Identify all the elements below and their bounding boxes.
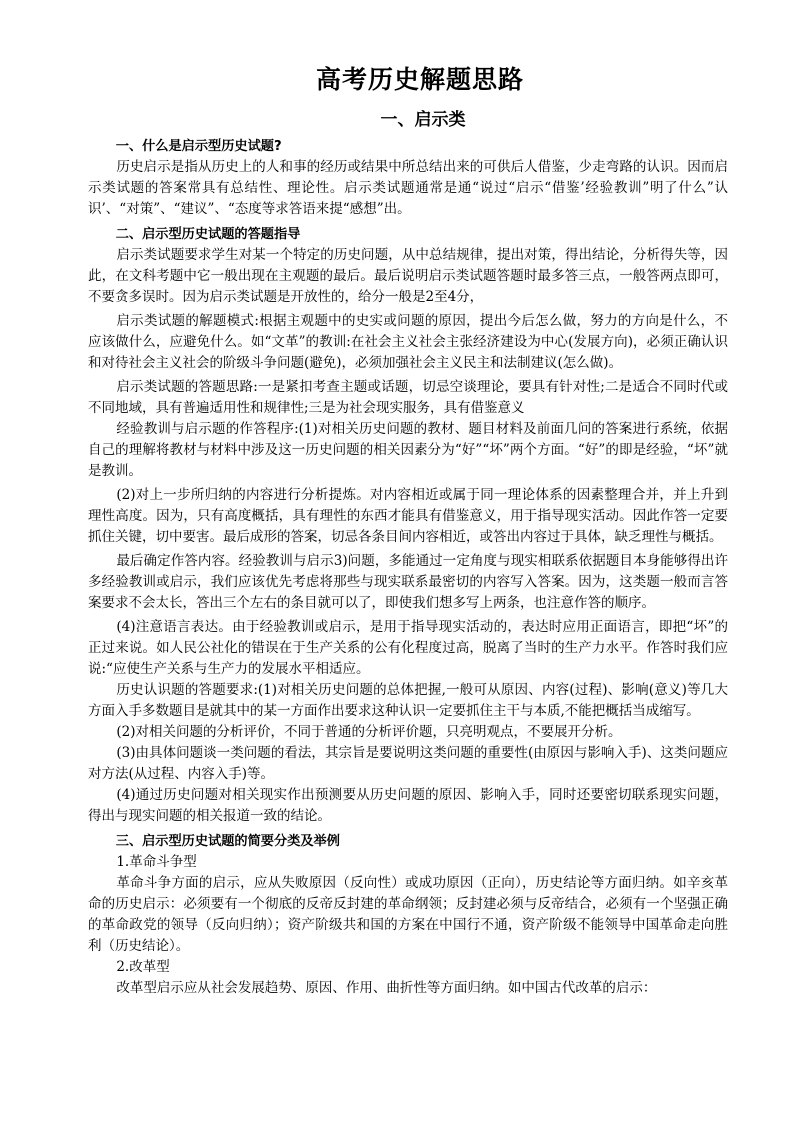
paragraph-pattern: 启示类试题的解题模式:根据主观题中的史实或问题的原因，提出今后怎么做，努力的方向是什么，不应该做什么，应避免什么。如“文革”的教训:在社会主义社会主张经济建设为中心(发展方向)，必须正确认识和对待社会主义社会的阶级斗争问题(避免)，必须加强社会主义民主和法制建议(怎么做)。 <box>88 313 728 371</box>
paragraph-step-3: 最后确定作答内容。经验教训与启示3)问题，多能通过一定角度与现实相联系依据题目本身能够得出许多经验教训或启示，我们应该优先考虑将那些与现实联系最密切的内容写入答案。因为，这类题一般而言答案要求不会太长，答出三个左右的条目就可以了，即使我们想多写上两条，也注意作答的顺序。 <box>88 553 728 611</box>
paragraph-step-2: (2)对上一步所归纳的内容进行分析提炼。对内容相近或属于同一理论体系的因素整理合并，并上升到理性高度。因为，只有高度概括，具有理性的东西才能具有借鉴意义，用于指导现实活动。因此作答一定要抓住关键，切中要害。最后成形的答案，切忌各条目间内容相近，或答出内容过于具体，缺乏理性与概括。 <box>88 487 728 545</box>
paragraph-cognition-2: (2)对相关问题的分析评价，不同于普通的分析评价题，只亮明观点，不要展开分析。 <box>116 724 622 740</box>
document-title: 高考历史解题思路 <box>315 65 524 94</box>
type-2-heading: 2.改革型 <box>116 959 170 975</box>
sub-heading-guidance: 二、启示型历史试题的答题指导 <box>115 227 301 242</box>
sub-heading-classification: 三、启示型历史试题的简要分类及举例 <box>115 834 340 849</box>
paragraph-requirement: 启示类试题要求学生对某一个特定的历史问题，从中总结规律，提出对策，得出结论，分析得失等，因此，在文科考题中它一般出现在主观题的最后。最后说明启示类试题答题时最多答三点，一般答两点即可，不要贪多误时。因为启示类试题是开放性的，给分一般是2至4分， <box>88 247 728 305</box>
paragraph-cognition-4: (4)通过历史问题对相关现实作出预测要从历史问题的原因、影响入手，同时还要密切联系现实问题，得出与现实问题的相关报道一致的结论。 <box>88 787 728 824</box>
paragraph-definition: 历史启示是指从历史上的人和事的经历或结果中所总结出来的可供后人借鉴，少走弯路的认识。因而启示类试题的答案常具有总结性、理论性。启示类试题通常是通“说过“启示“借鉴’经验教训”明了什么”认识’、“对策”、“建议”、“态度等求答语来提“感想”出。 <box>88 159 728 217</box>
type-1-heading: 1.革命斗争型 <box>116 854 197 870</box>
section-heading: 一、启示类 <box>380 110 466 130</box>
paragraph-cognition-3: (3)由具体问题谈一类问题的看法，其宗旨是要说明这类问题的重要性(由原因与影响入手)、这类问题应对方法(从过程、内容入手)等。 <box>88 745 728 782</box>
paragraph-approach: 启示类试题的答题思路:一是紧扣考查主题或话题，切忌空谈理论，要具有针对性;二是适合不同时代或不同地域，具有普遍适用性和规律性;三是为社会现实服务，具有借鉴意义 <box>88 379 728 416</box>
paragraph-type-1: 革命斗争方面的启示，应从失败原因（反向性）或成功原因（正向），历史结论等方面归纳。如辛亥革命的历史启示：必须要有一个彻底的反帝反封建的革命纲领；反封建必须与反帝结合，必须有一个坚强正确的革命政党的领导（反向归纳）；资产阶级共和国的方案在中国行不通，资产阶级不能领导中国革命走向胜利（历史结论）。 <box>88 875 728 954</box>
paragraph-type-2: 改革型启示应从社会发展趋势、原因、作用、曲折性等方面归纳。如中国古代改革的启示： <box>116 980 657 996</box>
paragraph-step-4: (4)注意语言表达。由于经验教训或启示，是用于指导现实活动的，表达时应用正面语言，即把“坏”的正过来说。如人民公社化的错误在于生产关系的公有化程度过高，脱离了当时的生产力水平。作答时我们应说:“应使生产关系与生产力的发展水平相适应。 <box>88 619 728 677</box>
paragraph-cognition: 历史认识题的答题要求:(1)对相关历史问题的总体把握,一般可从原因、内容(过程)、影响(意义)等几大方面入手多数题目是就其中的某一方面作出要求这种认识一定要抓住主干与本质,不能把概括当成缩写。 <box>88 682 728 719</box>
sub-heading-what-is: 一、什么是启示型历史试题? <box>115 139 282 154</box>
paragraph-lesson-procedure: 经验教训与启示题的作答程序:(1)对相关历史问题的教材、题目材料及前面几问的答案进行系统，依据自己的理解将教材与材料中涉及这一历史问题的相关因素分为“好”“坏”两个方面。“好”的即是经验，“坏”就是教训。 <box>88 421 728 479</box>
